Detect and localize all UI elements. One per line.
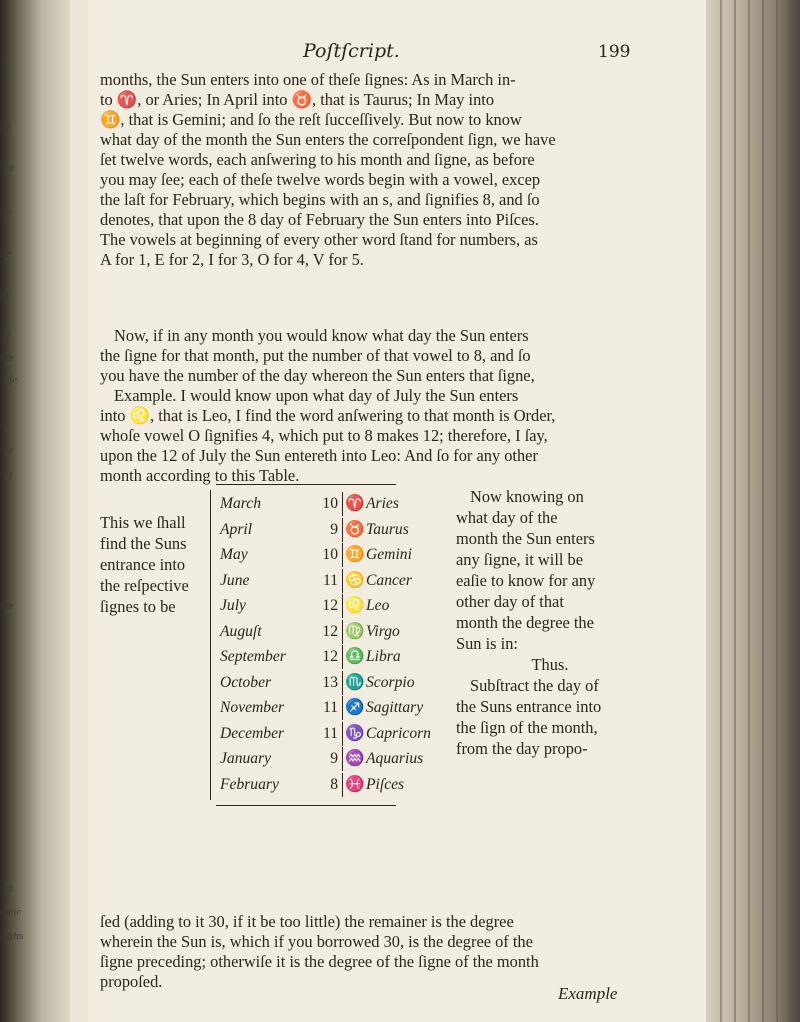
text-line: wherein the Sun is, which if you borrowed 30, is the degree of the [100, 932, 533, 951]
zodiac-symbol: ♋ [342, 569, 365, 593]
text-line: months, the Sun enters into one of theſe ſignes: As in March in- [100, 70, 516, 89]
text-line: This we ſhall [100, 513, 186, 532]
text-line: the laſt for February, which begins with an s, and ſignifies 8, and ſo [100, 190, 540, 209]
table-sign: Cancer [366, 571, 412, 589]
text-line: month according to this Table. [100, 466, 300, 485]
table-sign: Aquarius [366, 750, 424, 767]
text-line: denotes, that upon the 8 day of February the Sun enters into Piſces. [100, 210, 539, 229]
zodiac-symbol: ♏ [342, 671, 365, 695]
text-line: Example. I would know upon what day of July the Sun enters [114, 386, 519, 405]
table-day: 9 [330, 750, 338, 767]
text-line: month the degree the [456, 613, 594, 632]
table-day: 12 [322, 622, 338, 640]
table-brace [210, 490, 211, 800]
text-line: Sun is in: [456, 634, 518, 653]
table-day: 13 [322, 673, 338, 691]
zodiac-symbol: ♒ [342, 747, 365, 771]
text-line: you have the number of the day whereon the Sun enters that ſigne, [100, 366, 535, 385]
bleed-fragment: he [0, 122, 11, 134]
text-line: ſigne preceding; otherwiſe it is the degree of the ſigne of the month [100, 952, 539, 971]
table-sign: Sagittary [366, 699, 424, 716]
table-sign: Taurus [366, 520, 409, 538]
text-line: the ſigne for that month, put the number of that vowel to 8, and ſo [100, 346, 531, 365]
bleed-fragment: their [0, 906, 21, 918]
page-number: 199 [598, 42, 631, 62]
text-line: entrance into [100, 555, 186, 574]
table-month: July [220, 597, 246, 614]
table-sign: Leo [366, 597, 390, 614]
text-line: the Suns entrance into [456, 697, 602, 716]
zodiac-symbol: ♉ [342, 518, 365, 542]
bleed-fragment: the [0, 352, 14, 364]
paragraph-degree [100, 912, 648, 992]
text-line: Now, if in any month you would know what day the Sun enters [114, 326, 529, 345]
paragraph-signs [100, 70, 648, 270]
zodiac-symbol: ♓ [342, 773, 365, 797]
text-line: the reſpective [100, 576, 189, 595]
table-month: October [220, 673, 272, 691]
table-sign: Scorpio [366, 673, 415, 691]
text-line: The vowels at beginning of every other word ſtand for numbers, as [100, 230, 538, 249]
bleed-fragment: or [0, 208, 10, 220]
table-day: 11 [322, 571, 338, 589]
zodiac-symbol: ♎ [342, 645, 365, 669]
text-line: ſed (adding to it 30, if it be too little) the remainer is the degree [100, 912, 514, 931]
bleed-fragment: ths [0, 468, 13, 480]
catchword: Example [558, 984, 618, 1003]
table-sign: Gemini [366, 546, 412, 563]
text-line: Thus. [531, 655, 569, 674]
table-day: 12 [322, 648, 338, 665]
bleed-fragment: of [0, 290, 9, 302]
text-line: any ſigne, it will be [456, 550, 584, 569]
table-day: 10 [322, 495, 338, 512]
left-page-edge [0, 0, 70, 1022]
text-line: you may ſee; each of theſe twelve words begin with a vowel, excep [100, 170, 541, 189]
bleed-fragment: erſe [0, 374, 18, 386]
table-month: May [220, 546, 248, 563]
table-sign: Libra [366, 648, 401, 665]
bleed-fragment: th [0, 420, 9, 432]
running-title: Poſtſcript. [303, 40, 400, 62]
text-line: from the day propo- [456, 739, 588, 758]
table-rule-top [216, 484, 396, 485]
paragraph-example [100, 326, 648, 486]
bleed-fragment: neths [0, 930, 24, 942]
table-month: January [220, 750, 272, 767]
zodiac-symbol: ♐ [342, 696, 365, 720]
text-line: upon the 12 of July the Sun entereth into Leo: And ſo for any other [100, 446, 538, 465]
zodiac-symbol: ♑ [342, 722, 365, 746]
side-note [456, 486, 644, 759]
table-sign: Virgo [366, 622, 400, 640]
text-line: other day of that [456, 592, 564, 611]
table-day: 8 [330, 775, 338, 793]
bleed-fragment: ve [0, 330, 10, 342]
table-day: 10 [322, 546, 338, 563]
table-month: March [220, 495, 261, 512]
table-month: Auguſt [220, 622, 262, 640]
table-month: June [220, 571, 250, 589]
table-day: 12 [322, 597, 338, 614]
page-header [88, 40, 648, 66]
text-line: eaſie to know for any [456, 571, 596, 590]
text-line: ſet twelve words, each anſwering to his month and ſigne, as before [100, 150, 535, 169]
bleed-fragment: the [0, 444, 14, 456]
zodiac-symbol: ♌ [342, 594, 365, 618]
bleed-fragment: hat [0, 162, 15, 174]
table-sign: Capricorn [366, 724, 431, 742]
zodiac-symbol: ♍ [342, 620, 365, 644]
table-month: November [220, 699, 285, 716]
text-line: whoſe vowel O ſignifies 4, which put to 8 makes 12; therefore, I ſay, [100, 426, 548, 445]
text-line: what day of the month the Sun enters the correſpondent ſign, we have [100, 130, 556, 149]
table-sign: Aries [366, 495, 399, 512]
right-page-edge [700, 0, 800, 1022]
zodiac-symbol: ♈ [342, 492, 365, 516]
zodiac-table [210, 484, 446, 806]
table-month: February [220, 775, 279, 793]
text-line: ſignes to be [100, 597, 176, 616]
text-line: A for 1, E for 2, I for 3, O for 4, V for 5. [100, 250, 364, 269]
table-day: 11 [322, 724, 338, 742]
text-line: what day of the [456, 508, 558, 527]
text-line: ♊, that is Gemini; and ſo the reſt ſucceſſively. But now to know [100, 110, 522, 129]
text-line: Subſtract the day of [470, 676, 599, 695]
table-month: December [220, 724, 285, 742]
text-line: month the Sun enters [456, 529, 595, 548]
zodiac-symbol: ♊ [342, 543, 365, 567]
bleed-fragment: yet [0, 882, 13, 894]
table-rule-bottom [216, 805, 396, 806]
bleed-fragment: 's [0, 60, 7, 72]
table-day: 9 [330, 520, 338, 538]
book-page [88, 0, 706, 1022]
bleed-fragment: the [0, 600, 14, 612]
table-month: September [220, 648, 286, 665]
text-line: the ſign of the month, [456, 718, 598, 737]
text-line: propoſed. [100, 972, 163, 991]
text-line: into ♌, that is Leo, I find the word anſwering to that month is Order, [100, 406, 556, 425]
bleed-fragment: de [0, 248, 11, 260]
table-day: 11 [322, 699, 338, 716]
text-line: to ♈, or Aries; In April into ♉, that is Taurus; In May into [100, 90, 495, 109]
text-line: find the Suns [100, 534, 187, 553]
table-lead-in [100, 512, 210, 617]
table-sign: Piſces [366, 775, 405, 793]
text-line: Now knowing on [470, 487, 584, 506]
table-month: April [220, 520, 253, 538]
